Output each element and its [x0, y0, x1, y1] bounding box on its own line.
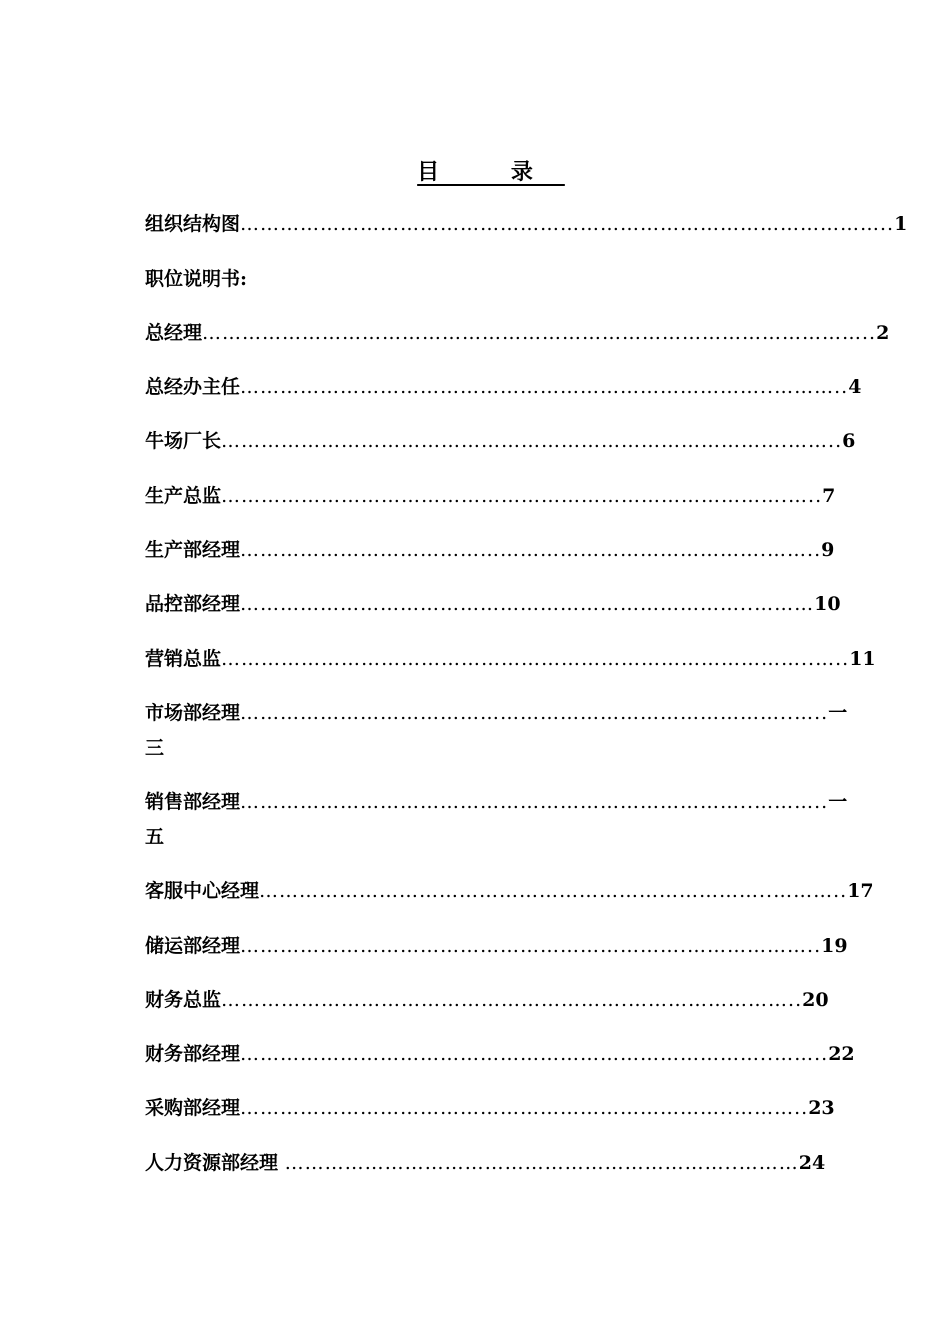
toc-entry: 财务部经理……………………………………………………………………..……..22 — [145, 1043, 855, 1065]
toc-entry: 牛场厂长………………………………………………………………………….……..6 — [145, 430, 856, 452]
toc-entry: 客服中心经理…………………………………………………………………..………..17 — [145, 880, 874, 902]
toc-entry: 人力资源部经理 …………………………………………………………..………24 — [145, 1152, 826, 1174]
toc-entry-continuation: 三 — [145, 737, 165, 759]
toc-section-heading: 职位说明书: — [145, 268, 248, 290]
toc-entry: 销售部经理…………………………………………………………………..………..一 — [145, 791, 848, 813]
toc-entry: 营销总监……………………………………………………………………………..…..11 — [145, 648, 876, 670]
toc-entry-continuation: 五 — [145, 826, 165, 848]
toc-entry: 财务总监…………………………………………………….……………………..20 — [145, 989, 829, 1011]
toc-entry: 品控部经理…………………………………………………………………..………10 — [145, 593, 841, 615]
toc-entry: 组织结构图……………………………………………………………………………………..1 — [145, 213, 908, 235]
toc-entry: 生产部经理…………………………………………………………………….……..9 — [145, 539, 835, 561]
toc-entry: 总经理………………………………………………………………………………………..2 — [145, 322, 890, 344]
toc-title: 目 录 — [417, 159, 565, 185]
toc-entry: 市场部经理………………………………………………………………………..…..一 — [145, 702, 848, 724]
toc-entry: 总经办主任……………………………………………………………………..………..4 — [145, 376, 862, 398]
toc-entry: 生产总监………………………………………………………………………….…..7 — [145, 485, 836, 507]
toc-entry: 采购部经理………………………………………………………………..………..23 — [145, 1097, 835, 1119]
toc-entry: 储运部经理………………………………………………………….………………..19 — [145, 935, 848, 957]
